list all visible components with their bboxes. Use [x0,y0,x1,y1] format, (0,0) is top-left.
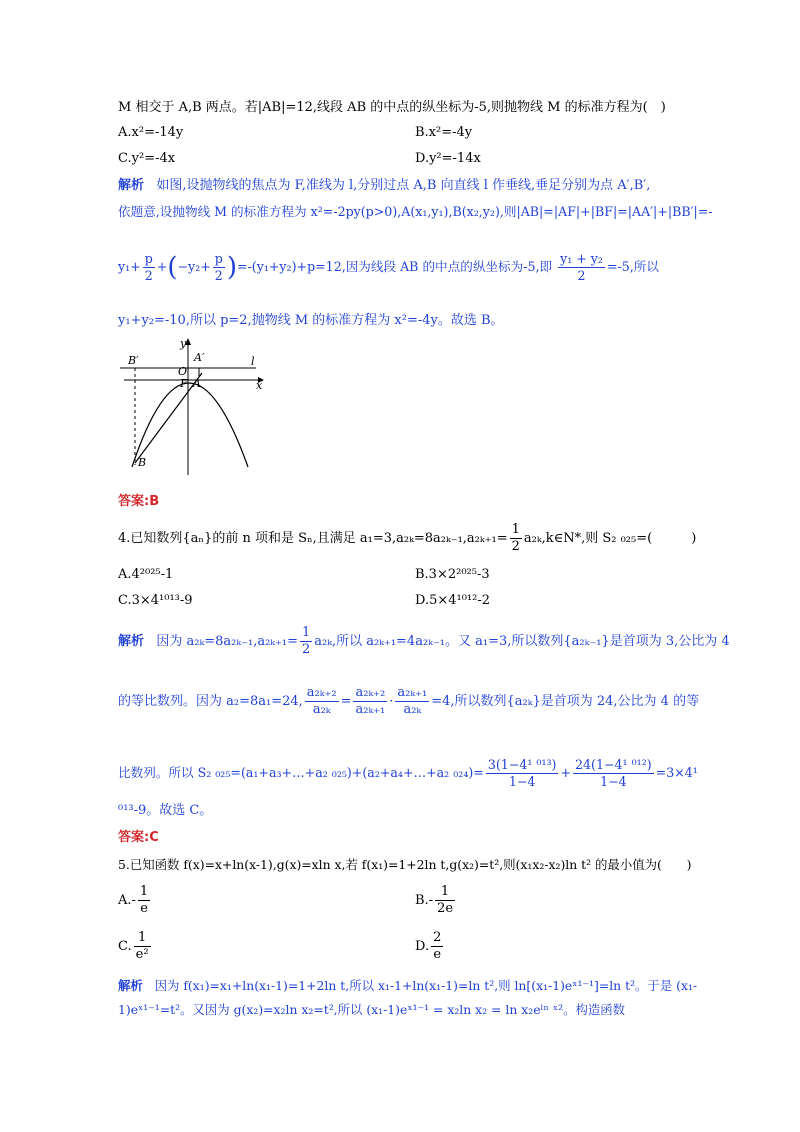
q3-option-a[interactable]: A.x²=-14y [118,125,184,140]
frac-half-b: $\frac{1}{2}$ [302,625,311,657]
label-l: l [251,355,255,368]
q5-option-a[interactable]: A.- $\frac{1}{e}$ [118,884,149,916]
q3-analysis-line1: 解析 如图,设抛物线的焦点为 F,准线为 l,分别过点 A,B 向直线 l 作垂线,垂足分别为点 A′,B′, [118,178,651,193]
q5-stem: 5.已知函数 f(x)=x+ln(x-1),g(x)=xln x,若 f(x₁)=1+2ln t,g(x₂)=t²,则(x₁x₂-x₂)ln t² 的最小值为( ) [118,857,692,872]
parabola-curve [132,383,248,467]
frac-half: $\frac{1}{2}$ [511,522,520,554]
q3-option-d[interactable]: D.y²=-14x [415,151,481,166]
q4-analysis-line3: 比数列。所以 S₂ ₀₂₅=(a₁+a₃+…+a₂ ₀₂₅)+(a₂+a₄+…+a₂ ₀₂₄)= $\frac{\text{3(1−4¹ ⁰¹³)}}{1-4}$ + $\frac{\text{24(1−4¹ ⁰¹²)}}{1-4}$ =3×4¹ [118,757,698,789]
label-x: x [256,379,263,392]
q3-analysis-label: 解析 [118,178,145,193]
label-b: B [138,456,147,469]
q3-option-b[interactable]: B.x²=-4y [415,125,473,140]
label-o: O [178,365,188,378]
q4-analysis-label: 解析 [118,634,145,649]
q5-analysis-line1: 解析 因为 f(x₁)=x₁+ln(x₁-1)=1+2ln t,所以 x₁-1+ln(x₁-1)=ln t²,则 ln[(x₁-1)eˣ¹⁻¹]=ln t²。于是 (x₁- [118,978,698,993]
q5-option-d[interactable]: D. $\frac{2}{e}$ [415,930,442,962]
q3-option-c[interactable]: C.y²=-4x [118,151,176,166]
frac-y1y2-over-2: $\frac{\text{y₁ + y₂}}{2}$ [560,251,603,283]
q4-option-b[interactable]: B.3×2²⁰²⁵-3 [415,567,490,582]
q4-analysis-line1: 解析 因为 a₂ₖ=8a₂ₖ₋₁,a₂ₖ₊₁= $\frac{1}{2}$ a₂ₖ,所以 a₂ₖ₊₁=4a₂ₖ₋₁。又 a₁=3,所以数列{a₂ₖ₋₁}是首项为 3,公比为 4 [118,625,730,657]
label-f: F [180,377,188,390]
chord-ab [135,373,202,463]
q3-analysis-line2: 依题意,设抛物线 M 的标准方程为 x²=-2py(p>0),A(x₁,y₁),B(x₂,y₂),则|AB|=|AF|+|BF|=|AA′|+|BB′|=- [118,204,713,219]
frac-p-over-2-b: $\frac{p}{2}$ [214,251,223,283]
q3-analysis-line3: y₁+ $\frac{p}{2}$ +(−y₂+ $\frac{p}{2}$ )=-(y₁+y₂)+p=12,因为线段 AB 的中点的纵坐标为-5,即 $\frac{\text{y₁ + y₂}}{2}$ =-5,所以 [118,251,659,283]
q5-option-b[interactable]: B.- $\frac{1}{2e}$ [415,884,454,916]
label-a-prime: A′ [194,351,205,364]
frac-p-over-2: $\frac{p}{2}$ [144,251,153,283]
q5-analysis-label: 解析 [118,978,143,993]
q3-analysis-line4: y₁+y₂=-10,所以 p=2,抛物线 M 的标准方程为 x²=-4y。故选 B。 [118,313,504,328]
parabola-figure [118,335,268,480]
q4-option-d[interactable]: D.5×4¹⁰¹²-2 [415,593,491,608]
label-b-prime: B′ [128,354,139,367]
q4-option-a[interactable]: A.4²⁰²⁵-1 [118,567,174,582]
q3-answer: 答案:B [118,494,160,509]
q4-analysis-line4: ⁰¹³-9。故选 C。 [118,803,213,818]
label-a: A [193,377,201,390]
q4-answer: 答案:C [118,830,159,845]
q3-stem: M 相交于 A,B 两点。若|AB|=12,线段 AB 的中点的纵坐标为-5,则抛物线 M 的标准方程为( ) [118,100,666,115]
q4-stem: 4.已知数列{aₙ}的前 n 项和是 Sₙ,且满足 a₁=3,a₂ₖ=8a₂ₖ₋₁,a₂ₖ₊₁= $\frac{1}{2}$ a₂ₖ,k∈N*,则 S₂ ₀₂₅=( ) [118,522,697,554]
q4-option-c[interactable]: C.3×4¹⁰¹³-9 [118,593,193,608]
q5-analysis-line2: 1)eˣ¹⁻¹=t²。又因为 g(x₂)=x₂ln x₂=t²,所以 (x₁-1)eˣ¹⁻¹ = x₂ln x₂ = ln x₂eˡⁿ ˣ²。构造函数 [118,1002,626,1017]
q5-option-c[interactable]: C. $\frac{1}{\text{e²}}$ [118,930,149,962]
label-y: y [180,337,187,350]
q4-analysis-line2: 的等比数列。因为 a₂=8a₁=24, $\frac{\text{a₂ₖ₊₂}}{\text{a₂ₖ}}$ = $\frac{\text{a₂ₖ₊₂}}{\text{a₂ₖ₊₁}}$ · $\frac{\text{a₂ₖ₊₁}}{\text{a₂ₖ}}$ =4,所以数列{a₂ₖ}是首项为 24,公比为 4 的等 [118,685,700,717]
